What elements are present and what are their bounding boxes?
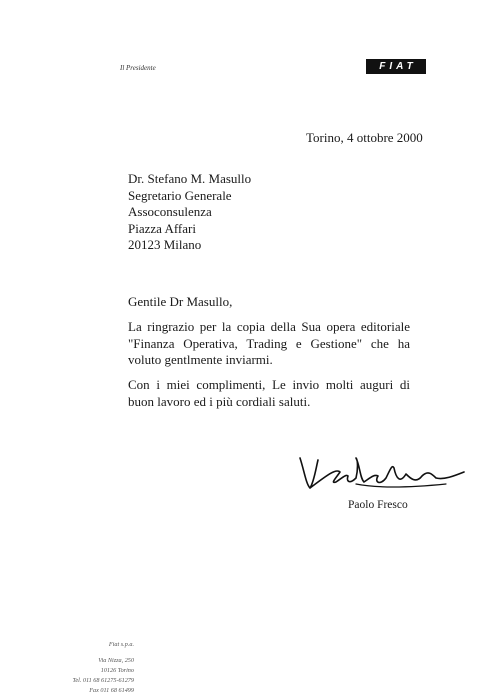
body-paragraph-1: La ringrazio per la copia della Sua opera editoriale "Finanza Operativa, Trading e Gestione" che ha voluto gentlmente inviarmi. <box>128 319 410 367</box>
recipient-title: Segretario Generale <box>128 187 232 203</box>
handwritten-signature <box>296 448 466 498</box>
recipient-street: Piazza Affari <box>128 220 196 236</box>
footer-city: 10126 Torino <box>100 667 134 674</box>
recipient-city: 20123 Milano <box>128 237 202 252</box>
footer-company: Fiat s.p.a. <box>108 641 134 648</box>
recipient-organization: Assoconsulenza <box>128 204 212 219</box>
footer-tel: Tel. 011 68 61275-61279 <box>72 677 134 684</box>
signer-name: Paolo Fresco <box>348 499 408 511</box>
body-paragraph-2: Con i miei complimenti, Le invio molti auguri di buon lavoro ed i più cordiali saluti. <box>128 377 410 409</box>
logo-text: FIAT <box>379 61 417 72</box>
recipient-name: Dr. Stefano M. Masullo <box>128 171 252 186</box>
company-footer <box>44 640 134 696</box>
greeting: Gentile Dr Masullo, <box>128 294 233 309</box>
footer-fax: Fax 011 68 61499 <box>89 687 134 694</box>
footer-street: Via Nizza, 250 <box>98 657 134 664</box>
letterhead-title: Il Presidente <box>120 64 156 72</box>
recipient-address <box>128 171 251 254</box>
letter-date: Torino, 4 ottobre 2000 <box>306 130 423 145</box>
fiat-logo <box>366 59 426 74</box>
